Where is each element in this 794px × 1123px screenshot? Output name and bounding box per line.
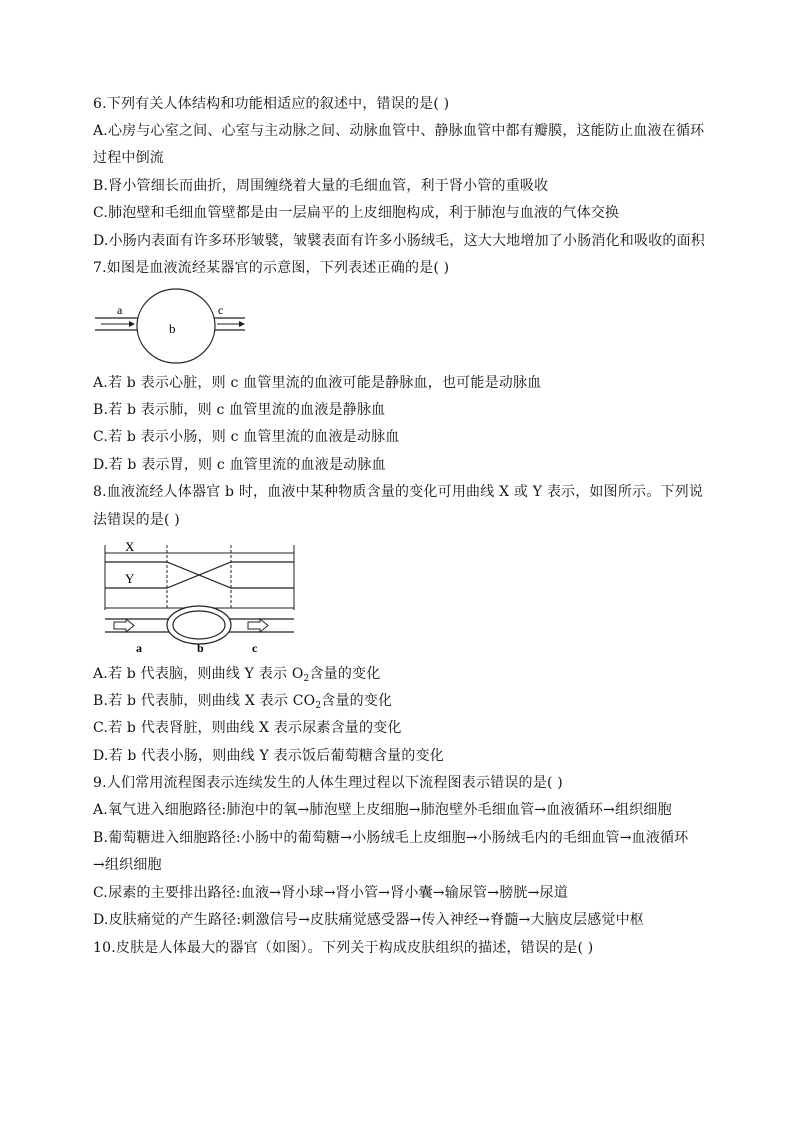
q7-option-b: B.若 b 表示肺，则 c 血管里流的血液是静脉血 [93,402,386,418]
q8-label-y: Y [125,571,135,586]
q9-stem: 9.人们常用流程图表示连续发生的人体生理过程以下流程图表示错误的是( ) [93,775,563,791]
q8-label-c: c [252,641,258,655]
q7-option-d: D.若 b 表示胃，则 c 血管里流的血液是动脉血 [93,457,386,473]
q9-option-b-cont: →组织细胞 [93,857,162,873]
q10-stem: 10.皮肤是人体最大的器官（如图）。下列关于构成皮肤组织的描述，错误的是( ) [93,940,594,956]
q8-option-c: C.若 b 代表肾脏，则曲线 X 表示尿素含量的变化 [93,720,402,736]
q7-label-b: b [169,321,176,336]
q8-option-b-sub: 2 [315,701,322,711]
q8-option-a-sub: 2 [303,674,310,684]
q8-option-a-tail: 含量的变化 [309,666,381,682]
q7-organ-diagram [95,288,255,368]
q8-option-a [93,664,380,689]
q8-option-b-text: B.若 b 代表肺，则曲线 X 表示 CO [93,693,316,709]
q6-option-a-cont: 过程中倒流 [93,150,164,166]
q6-option-d: D.小肠内表面有许多环形皱襞，皱襞表面有许多小肠绒毛，这大大地增加了小肠消化和吸收的面积 [93,233,705,249]
q8-label-b: b [197,641,204,655]
q6-stem: 6.下列有关人体结构和功能相适应的叙述中，错误的是( ) [93,96,450,112]
q8-option-a-text: A.若 b 代表脑，则曲线 Y 表示 O [93,666,304,682]
q7-stem: 7.如图是血液流经某器官的示意图，下列表述正确的是( ) [93,260,450,276]
q9-option-a: A.氧气进入细胞路径:肺泡中的氧→肺泡壁上皮细胞→肺泡壁外毛细血管→血液循环→组织细胞 [93,802,672,818]
q7-option-c: C.若 b 表示小肠，则 c 血管里流的血液是动脉血 [93,429,400,445]
q7-label-c: c [218,303,224,317]
q8-stem: 8.血液流经人体器官 b 时，血液中某种物质含量的变化可用曲线 X 或 Y 表示，如图所示。下列说 [93,484,704,500]
q9-option-b: B.葡萄糖进入细胞路径:小肠中的葡萄糖→小肠绒毛上皮细胞→小肠绒毛内的毛细血管→血液循环 [93,830,689,846]
q8-label-x: X [125,540,135,554]
q8-option-d: D.若 b 代表小肠，则曲线 Y 表示饭后葡萄糖含量的变化 [93,748,444,764]
q9-option-d: D.皮肤痛觉的产生路径:刺激信号→皮肤痛觉感受器→传入神经→脊髓→大脑皮层感觉中枢 [93,912,645,928]
q7-label-a: a [117,303,123,317]
q7-option-a: A.若 b 表示心脏，则 c 血管里流的血液可能是静脉血，也可能是动脉血 [93,375,542,391]
q8-curve-diagram [100,540,300,658]
q8-option-b [93,691,392,716]
q8-option-b-tail: 含量的变化 [321,693,393,709]
q8-label-a: a [136,641,142,655]
q6-option-c: C.肺泡壁和毛细血管壁都是由一层扁平的上皮细胞构成，利于肺泡与血液的气体交换 [93,205,620,221]
q8-stem-cont: 法错误的是( ) [93,512,180,528]
q6-option-a: A.心房与心室之间、心室与主动脉之间、动脉血管中、静脉血管中都有瓣膜，这能防止血液在循环 [93,123,705,139]
q9-option-c: C.尿素的主要排出路径:血液→肾小球→肾小管→肾小囊→输尿管→膀胱→尿道 [93,885,568,901]
q6-option-b: B.肾小管细长而曲折，周围缠绕着大量的毛细血管，利于肾小管的重吸收 [93,178,549,194]
